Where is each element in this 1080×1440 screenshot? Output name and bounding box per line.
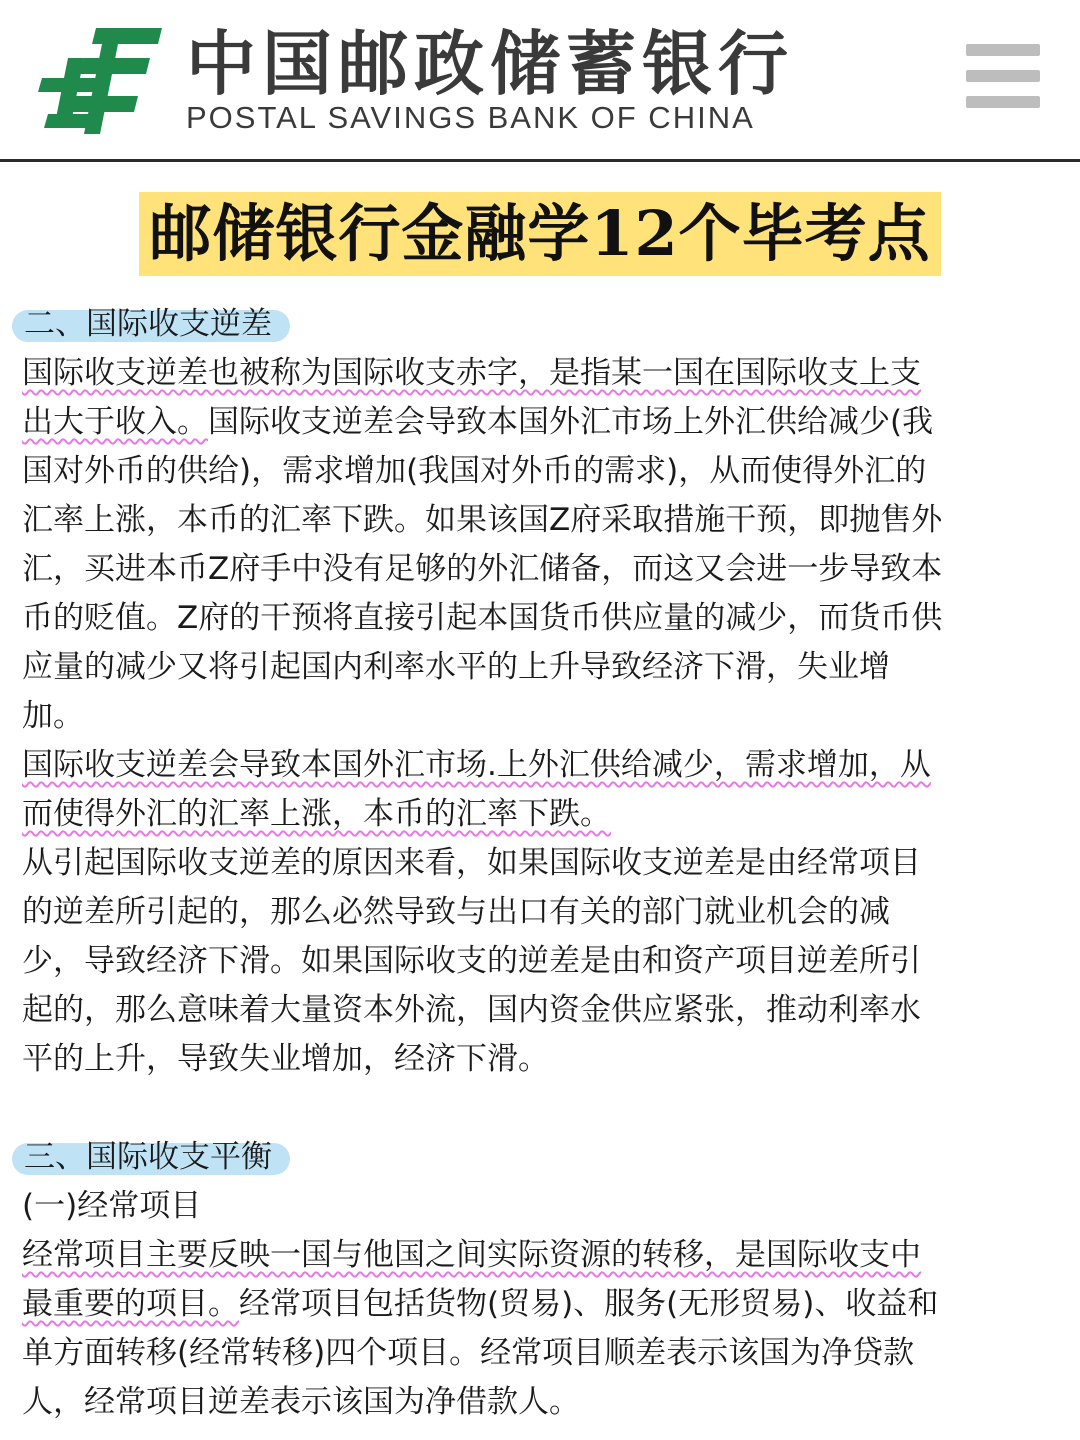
section-heading-balance: 三、国际收支平衡 <box>22 1133 286 1182</box>
hamburger-menu-icon[interactable] <box>966 44 1040 108</box>
menu-bar <box>966 44 1040 56</box>
text-line: 加。 <box>22 698 84 734</box>
subsection-heading: (一)经常项目 <box>22 1188 202 1224</box>
article-body <box>22 300 1062 1427</box>
highlighted-text: 而使得外汇的汇率上涨，本币的汇率下跌。 <box>22 796 611 832</box>
text-line: 的逆差所引起的，那么必然导致与出口有关的部门就业机会的减 <box>22 894 890 930</box>
bank-name-en: POSTAL SAVINGS BANK OF CHINA <box>186 100 755 135</box>
menu-bar <box>966 96 1040 108</box>
highlighted-text: 出大于收入。 <box>22 404 208 440</box>
text-line: 汇率上涨，本币的汇率下跌。如果该国Z府采取措施干预，即抛售外 <box>22 502 943 538</box>
text-line: 国对外币的供给)，需求增加(我国对外币的需求)，从而使得外汇的 <box>22 453 927 489</box>
site-header <box>0 0 1080 162</box>
bank-name-cn: 中国邮政储蓄银行 <box>186 23 794 105</box>
highlighted-text: 经常项目主要反映一国与他国之间实际资源的转移，是国际收支中 <box>22 1237 921 1273</box>
body-text: 经常项目包括货物(贸易)、服务(无形贸易)、收益和 <box>239 1286 939 1322</box>
text-line: 汇，买进本币Z府手中没有足够的外汇储备，而这又会进一步导致本 <box>22 551 943 587</box>
highlighted-text: 最重要的项目。 <box>22 1286 239 1322</box>
text-line: 应量的减少又将引起国内利率水平的上升导致经济下滑，失业增 <box>22 649 890 685</box>
spacer <box>22 1084 1062 1133</box>
highlighted-text: 国际收支逆差也被称为国际收支赤字，是指某一国在国际收支上支 <box>22 355 921 391</box>
text-line <box>22 1231 1062 1280</box>
highlighted-text: 国际收支逆差会导致本国外汇市场.上外汇供给减少，需求增加，从 <box>22 747 931 783</box>
text-line: 从引起国际收支逆差的原因来看，如果国际收支逆差是由经常项目 <box>22 845 921 881</box>
text-line: 人，经常项目逆差表示该国为净借款人。 <box>22 1384 580 1420</box>
text-line <box>22 1280 1062 1329</box>
text-line: 平的上升，导致失业增加，经济下滑。 <box>22 1041 549 1077</box>
section-heading-row <box>22 300 1062 349</box>
menu-bar <box>966 70 1040 82</box>
text-line <box>22 790 1062 839</box>
body-text: 国际收支逆差会导致本国外汇市场上外汇供给减少(我 <box>208 404 934 440</box>
text-line: 单方面转移(经常转移)四个项目。经常项目顺差表示该国为净贷款 <box>22 1335 915 1371</box>
title-wrap <box>0 192 1080 276</box>
text-line <box>22 349 1062 398</box>
postal-logo-icon <box>38 22 166 140</box>
section-heading-deficit: 二、国际收支逆差 <box>22 300 286 349</box>
section-heading-row <box>22 1133 1062 1182</box>
text-line: 起的，那么意味着大量资本外流，国内资金供应紧张，推动利率水 <box>22 992 921 1028</box>
text-line <box>22 398 1062 447</box>
text-line: 币的贬值。Z府的干预将直接引起本国货币供应量的减少，而货币供 <box>22 600 943 636</box>
text-line: 少，导致经济下滑。如果国际收支的逆差是由和资产项目逆差所引 <box>22 943 921 979</box>
text-line <box>22 741 1062 790</box>
page-title: 邮储银行金融学12个毕考点 <box>139 192 940 276</box>
